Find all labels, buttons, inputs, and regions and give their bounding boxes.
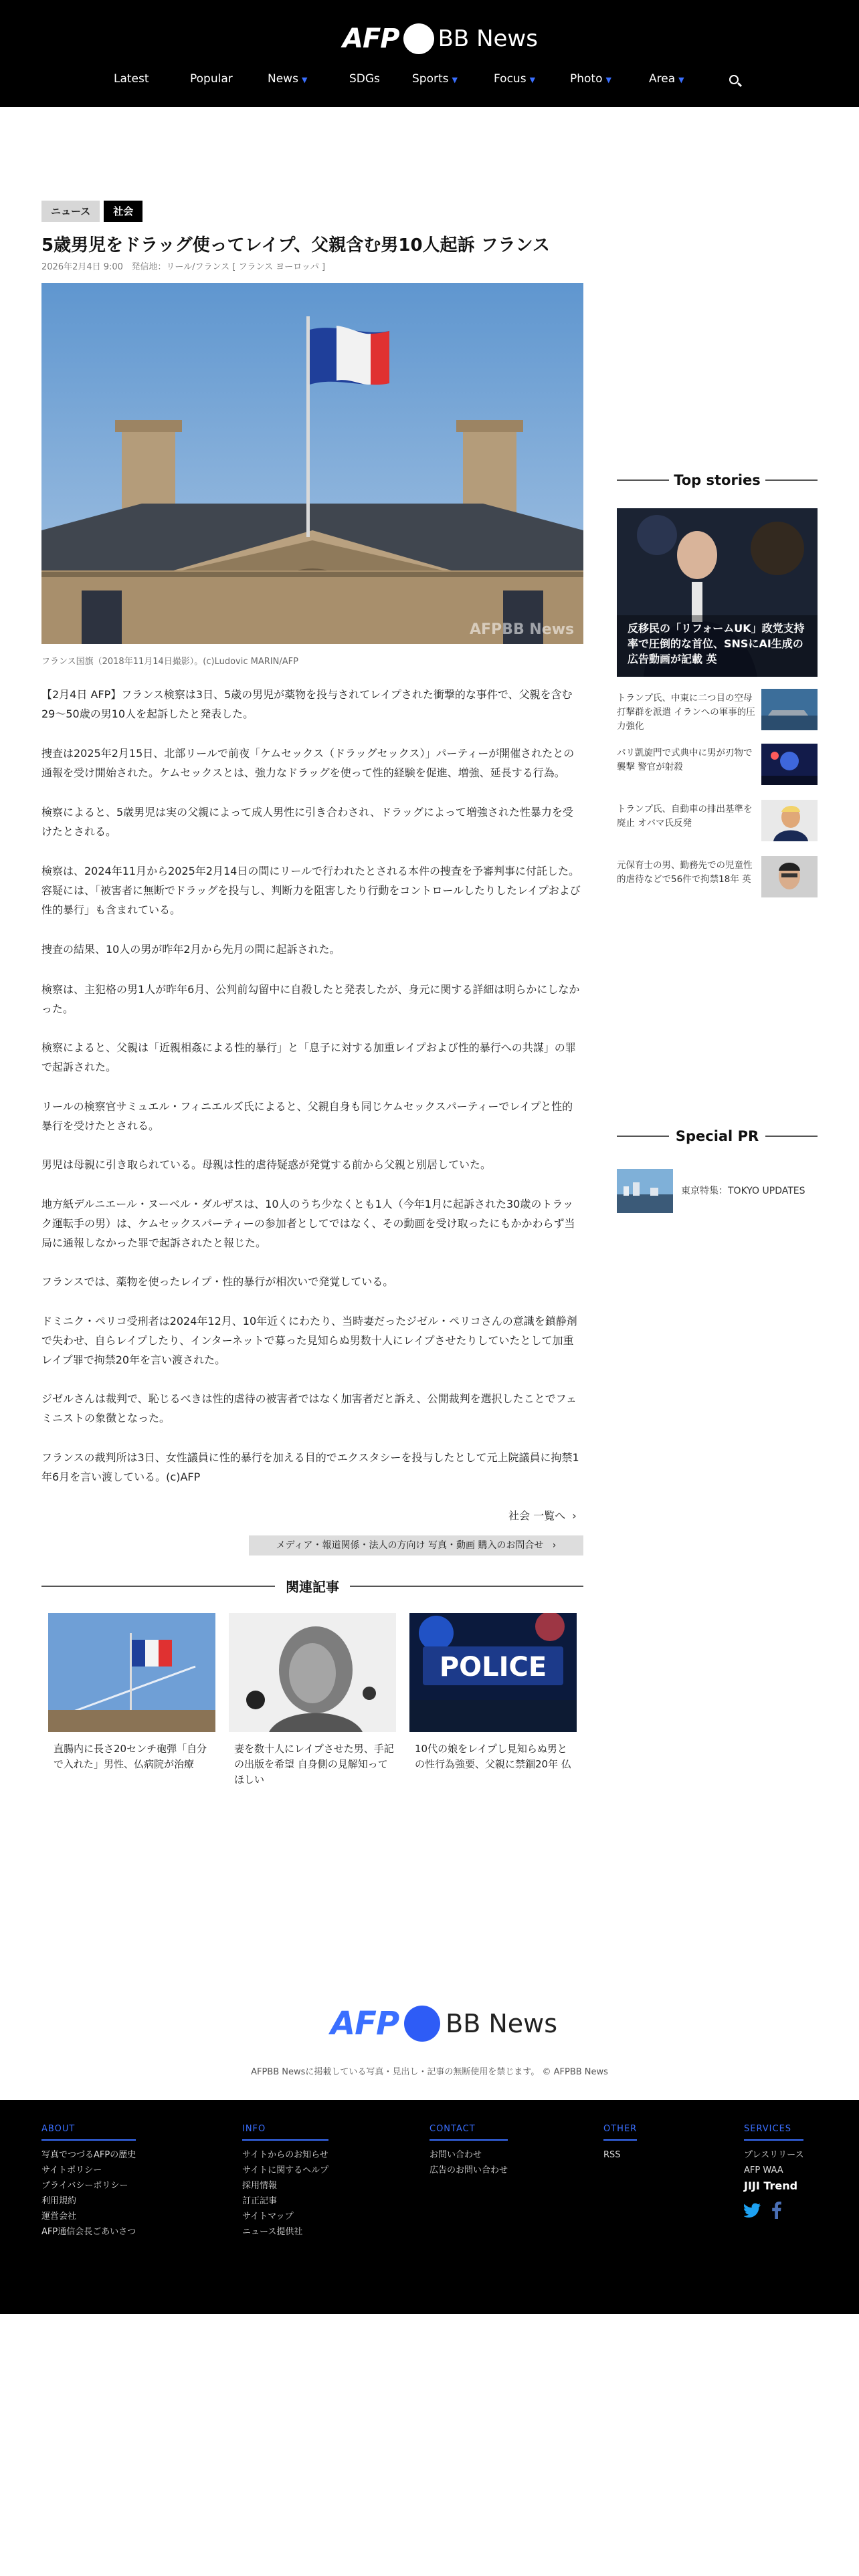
nav-latest[interactable]: Latest: [114, 72, 149, 86]
footer-link[interactable]: 運営会社: [41, 2212, 77, 2222]
logo-afp-text: AFP: [343, 23, 399, 54]
paragraph: フランスの裁判所は3日、女性議員に性的暴行を加える目的でエクスタシーを投与したとして元上院議員に拘禁1年6月を言い渡している。(c)AFP: [41, 1451, 579, 1483]
category-list-link[interactable]: [508, 1507, 577, 1523]
footer-link[interactable]: サイトからのお知らせ: [242, 2150, 328, 2160]
story-title: 元保育士の男、勤務先での児童性的虐待などで56件で拘禁18年 英: [617, 860, 753, 885]
paragraph: リールの検察官サミュエル・フィニエルズ氏によると、父親自身も同じケムセックスパーティーでレイプと性的暴行を受けたとされる。: [41, 1100, 573, 1132]
paragraph: 【2月4日 AFP】フランス検察は3日、5歳の男児が薬物を投与されてレイプされた衝撃的な事件で、父親を含む29～50歳の男10人を起訴したと発表した。: [41, 688, 573, 720]
chevron-right-icon: ›: [569, 1509, 577, 1522]
related-card[interactable]: [229, 1613, 396, 1788]
related-title: 10代の娘をレイプし見知らぬ男との性行為強要、父親に禁錮20年 仏: [415, 1743, 571, 1770]
paragraph: ジゼルさんは裁判で、恥じるべきは性的虐待の被害者ではなく加害者だと訴え、公開裁判を選択したことでフェミニストの象徴となった。: [41, 1392, 577, 1424]
top-story-item[interactable]: [617, 689, 818, 733]
top-stories-label: Top stories: [674, 472, 761, 488]
copyright-notice: AFPBB Newsに掲載している写真・見出し・記事の無断使用を禁じます。 © AFPBB News: [251, 2067, 608, 2077]
site-header: [0, 0, 859, 107]
top-story-item[interactable]: [617, 856, 818, 900]
related-title: 直腸内に長さ20センチ砲弾「自分で入れた」男性、仏病院が治療: [54, 1743, 207, 1770]
article-date: 2026年2月4日 9:00: [41, 262, 123, 272]
related-thumbnail: [48, 1613, 215, 1732]
special-pr-item[interactable]: [617, 1169, 818, 1213]
logo-dot: [403, 23, 434, 54]
related-heading: [41, 1576, 583, 1596]
main-nav: [0, 72, 859, 92]
logo-afp-text: AFP: [330, 2005, 399, 2042]
paragraph: 捜査の結果、10人の男が昨年2月から先月の間に起訴された。: [41, 943, 341, 956]
related-heading-label: 関連記事: [286, 1579, 339, 1595]
related-card[interactable]: [409, 1613, 577, 1772]
facebook-icon[interactable]: [772, 2202, 781, 2219]
top-story-feature[interactable]: [617, 508, 818, 677]
footer-link[interactable]: 広告のお問い合わせ: [430, 2165, 508, 2175]
related-title: 妻を数十人にレイプさせた男、手記の出版を希望 自身側の見解知ってほしい: [234, 1743, 394, 1786]
tag-news[interactable]: ニュース: [41, 201, 100, 222]
footer-link[interactable]: 訂正記事: [242, 2196, 278, 2206]
story-thumbnail: [761, 689, 818, 730]
site-logo[interactable]: [343, 23, 538, 54]
chevron-down-icon: ▼: [529, 76, 536, 84]
nav-sports[interactable]: Sports ▼: [412, 72, 458, 86]
logo-bb-text: BB News: [438, 25, 538, 52]
footer-column-title: ABOUT: [41, 2124, 136, 2141]
nav-photo[interactable]: Photo ▼: [570, 72, 611, 86]
purchase-inquiry-label: メディア・報道関係・法人の方向け 写真・動画 購入のお問合せ: [276, 1540, 544, 1551]
tag-society[interactable]: 社会: [104, 201, 142, 222]
related-thumbnail: [409, 1613, 577, 1732]
twitter-icon[interactable]: [744, 2203, 761, 2218]
footer-column-title: CONTACT: [430, 2124, 508, 2141]
logo-dot: [404, 2006, 440, 2042]
paragraph: 検察によると、父親は「近親相姦による性的暴行」と「息子に対する加重レイプおよび性的暴行への共謀」の罪で起訴された。: [41, 1041, 576, 1073]
chevron-down-icon: ▼: [301, 76, 308, 84]
footer-column-title: SERVICES: [744, 2124, 803, 2141]
pr-title: 東京特集：TOKYO UPDATES: [681, 1186, 805, 1196]
footer-link[interactable]: ニュース提供社: [242, 2227, 303, 2237]
footer-link[interactable]: AFP通信会長ごあいさつ: [41, 2227, 136, 2237]
footer-link[interactable]: サイトポリシー: [41, 2165, 102, 2175]
story-title: トランプ氏、自動車の排出基準を廃止 オバマ氏反発: [617, 804, 753, 829]
article-meta: [41, 259, 325, 272]
footer-link[interactable]: プレスリリース: [744, 2150, 804, 2160]
flag-building-photo: [41, 283, 583, 644]
nav-popular[interactable]: Popular: [190, 72, 233, 86]
footer-link[interactable]: お問い合わせ: [430, 2150, 482, 2160]
footer-column-title: INFO: [242, 2124, 328, 2141]
paragraph: フランスでは、薬物を使ったレイプ・性的暴行が相次いで発覚している。: [41, 1275, 394, 1288]
jiji-trend-logo[interactable]: JIJI Trend: [744, 2179, 798, 2192]
chevron-down-icon: ▼: [605, 76, 611, 84]
article-location-link[interactable]: リール/フランス [ フランス ヨーロッパ ]: [166, 262, 326, 272]
nav-news[interactable]: News ▼: [268, 72, 308, 86]
special-pr-label: Special PR: [675, 1128, 759, 1144]
footer-link[interactable]: サイトマップ: [242, 2212, 294, 2222]
chevron-right-icon: ›: [546, 1540, 557, 1551]
svg-text:POLICE: POLICE: [439, 1652, 547, 1683]
footer-link[interactable]: AFP WAA: [744, 2165, 783, 2175]
footer-link[interactable]: 採用情報: [242, 2181, 278, 2191]
footer-column-about: [41, 2124, 136, 2240]
related-card[interactable]: [48, 1613, 215, 1772]
paragraph: ドミニク・ペリコ受刑者は2024年12月、10年近くにわたり、当時妻だったジゼル・ペリコさんの意識を鎮静剤で失わせ、自らレイプしたり、インターネットで募った見知らぬ男数十人にレイプさせたりしていたとして加重レイプ罪で拘禁20年を言い渡された。: [41, 1315, 577, 1366]
footer-link[interactable]: サイトに関するヘルプ: [242, 2165, 329, 2175]
story-title: パリ凱旋門で式典中に男が刃物で襲撃 警官が射殺: [617, 748, 753, 772]
footer-column-info: [242, 2124, 328, 2240]
story-thumbnail: [761, 744, 818, 785]
chevron-down-icon: ▼: [678, 76, 684, 84]
more-link-label: 社会 一覧へ: [508, 1509, 566, 1522]
story-thumbnail: [761, 856, 818, 897]
footer-column-contact: [430, 2124, 508, 2178]
hero-watermark: AFPBB News: [470, 621, 575, 638]
top-story-item[interactable]: [617, 744, 818, 788]
footer-link[interactable]: プライバシーポリシー: [41, 2181, 128, 2191]
site-footer: [0, 2100, 859, 2314]
footer-link[interactable]: 写真でつづるAFPの歴史: [41, 2150, 136, 2160]
logo-bb-text: BB News: [446, 2009, 558, 2038]
footer-link[interactable]: RSS: [603, 2150, 621, 2160]
paragraph: 検察は、主犯格の男1人が昨年6月、公判前勾留中に自殺したと発表したが、身元に関する詳細は明らかにしなかった。: [41, 983, 580, 1015]
nav-focus[interactable]: Focus ▼: [494, 72, 536, 86]
image-caption: フランス国旗（2018年11月14日撮影）。(c)Ludovic MARIN/AFP: [41, 657, 298, 667]
paragraph: 検察によると、5歳男児は実の父親によって成人男性に引き合わされ、ドラッグによって増強された性暴力を受けたとされる。: [41, 806, 573, 838]
footer-column-services: [744, 2124, 803, 2219]
paragraph: 捜査は2025年2月15日、北部リールで前夜「ケムセックス（ドラッグセックス）」パーティーが開催されたとの通報を受け開始された。ケムセックスとは、強力なドラッグを使って性的経験を促進、増強、延長する行為。: [41, 747, 575, 779]
article-hero-image: [41, 283, 583, 644]
pr-thumbnail: [617, 1169, 673, 1213]
chevron-down-icon: ▼: [452, 76, 458, 84]
paragraph: 男児は母親に引き取られている。母親は性的虐待疑惑が発覚する前から父親と別居していた。: [41, 1158, 492, 1171]
divider: [617, 479, 669, 481]
special-pr-heading: [617, 1128, 818, 1144]
article-tags: [41, 201, 142, 222]
location-prefix: 発信地：: [131, 262, 167, 272]
related-thumbnail: [229, 1613, 396, 1732]
feature-title: 反移民の「リフォームUK」政党支持率で圧倒的な首位、SNSにAI生成の広告動画が記載 英: [628, 622, 805, 665]
divider: [41, 1586, 275, 1587]
nav-sdgs[interactable]: SDGs: [349, 72, 380, 86]
footer-column-other: [603, 2124, 637, 2163]
search-icon[interactable]: [729, 75, 739, 84]
divider: [765, 1136, 818, 1137]
footer-column-title: OTHER: [603, 2124, 637, 2141]
nav-area[interactable]: Area ▼: [649, 72, 684, 86]
social-links: [744, 2202, 803, 2219]
footer-link[interactable]: 利用規約: [41, 2196, 77, 2206]
top-story-item[interactable]: [617, 800, 818, 844]
paragraph: 検察は、2024年11月から2025年2月14日の間にリールで行われたとされる本件の捜査を予審判事に付託した。容疑には、「被害者に無断でドラッグを投与し、判断力を阻害したり行動をコントロールしたりしたレイプおよび性的暴行」も含まれている。: [41, 865, 581, 916]
top-stories-heading: [617, 472, 818, 488]
purchase-inquiry-button[interactable]: [249, 1535, 583, 1555]
divider: [765, 479, 818, 481]
story-title: トランプ氏、中東に二つ目の空母打撃群を派遣 イランへの軍事的圧力強化: [617, 693, 755, 732]
divider: [350, 1586, 583, 1587]
article-headline: 5歳男児をドラッグ使ってレイプ、父親含む男10人起訴 フランス: [41, 235, 550, 255]
story-thumbnail: [761, 800, 818, 841]
divider: [617, 1136, 669, 1137]
footer-logo[interactable]: [330, 2005, 557, 2042]
paragraph: 地方紙デルニエール・ヌーベル・ダルザスは、10人のうち少なくとも1人（今年1月に起訴された30歳のトラック運転手の男）は、ケムセックスパーティーの参加者としてではなく、その動画を受け取ったにもかかわらず当局に通報しなかった罪で起訴されたと報じた。: [41, 1198, 575, 1249]
